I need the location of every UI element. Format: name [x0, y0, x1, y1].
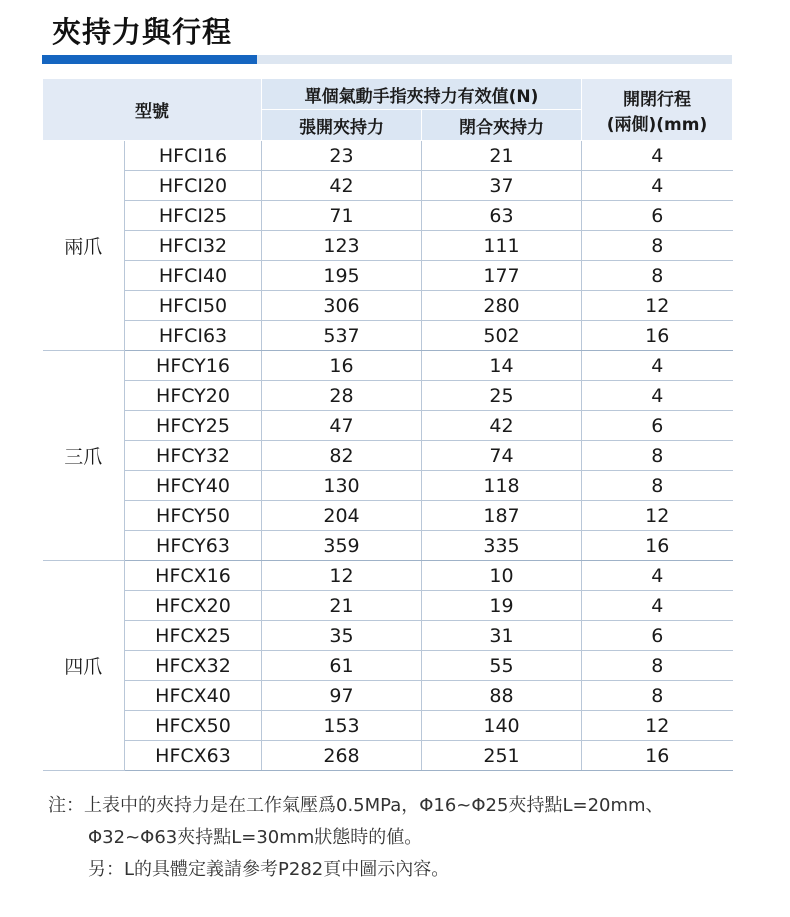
model-cell: HFCI32: [125, 231, 262, 261]
header-stroke-line2: (兩側)(mm): [606, 114, 708, 135]
stroke-cell: 8: [582, 471, 733, 501]
stroke-cell: 16: [582, 321, 733, 351]
close-force-cell: 88: [422, 681, 582, 711]
model-cell: HFCI25: [125, 201, 262, 231]
close-force-cell: 74: [422, 441, 582, 471]
title-underline-track: [257, 55, 732, 64]
close-force-cell: 19: [422, 591, 582, 621]
open-force-cell: 12: [262, 561, 422, 591]
table-row: [43, 261, 733, 291]
header-open-force: 張開夾持力: [262, 110, 422, 141]
open-force-cell: 268: [262, 741, 422, 771]
table-row: [43, 681, 733, 711]
close-force-cell: 25: [422, 381, 582, 411]
model-cell: HFCY32: [125, 441, 262, 471]
header-close-force: 閉合夾持力: [422, 110, 582, 141]
table-row: [43, 381, 733, 411]
close-force-cell: 42: [422, 411, 582, 441]
close-force-cell: 335: [422, 531, 582, 561]
stroke-cell: 4: [582, 381, 733, 411]
table-row: [43, 591, 733, 621]
close-force-cell: 37: [422, 171, 582, 201]
close-force-cell: 502: [422, 321, 582, 351]
model-cell: HFCI50: [125, 291, 262, 321]
model-cell: HFCY20: [125, 381, 262, 411]
header-force-group: 單個氣動手指夾持力有效值(N): [262, 79, 582, 110]
close-force-cell: 55: [422, 651, 582, 681]
title-underline-accent: [42, 55, 257, 64]
open-force-cell: 47: [262, 411, 422, 441]
stroke-cell: 8: [582, 681, 733, 711]
stroke-cell: 6: [582, 621, 733, 651]
model-cell: HFCI63: [125, 321, 262, 351]
table-row: [43, 201, 733, 231]
model-cell: HFCY16: [125, 351, 262, 381]
model-cell: HFCX63: [125, 741, 262, 771]
stroke-cell: 8: [582, 231, 733, 261]
stroke-cell: 12: [582, 711, 733, 741]
open-force-cell: 28: [262, 381, 422, 411]
table-row: [43, 291, 733, 321]
stroke-cell: 8: [582, 651, 733, 681]
stroke-cell: 8: [582, 441, 733, 471]
table-row: [43, 141, 733, 171]
stroke-cell: 8: [582, 261, 733, 291]
close-force-cell: 14: [422, 351, 582, 381]
stroke-cell: 16: [582, 531, 733, 561]
stroke-cell: 4: [582, 561, 733, 591]
jaw-group-label: 三爪: [43, 351, 125, 561]
table-row: [43, 351, 733, 381]
stroke-cell: 12: [582, 291, 733, 321]
table-row: [43, 741, 733, 771]
stroke-cell: 4: [582, 351, 733, 381]
model-cell: HFCX25: [125, 621, 262, 651]
model-cell: HFCY40: [125, 471, 262, 501]
model-cell: HFCX50: [125, 711, 262, 741]
table-row: [43, 711, 733, 741]
open-force-cell: 61: [262, 651, 422, 681]
open-force-cell: 42: [262, 171, 422, 201]
header-stroke-line1: 開閉行程: [623, 89, 691, 110]
model-cell: HFCY25: [125, 411, 262, 441]
open-force-cell: 35: [262, 621, 422, 651]
model-cell: HFCY50: [125, 501, 262, 531]
close-force-cell: 31: [422, 621, 582, 651]
header-stroke: [582, 79, 733, 141]
table-row: [43, 501, 733, 531]
open-force-cell: 71: [262, 201, 422, 231]
open-force-cell: 97: [262, 681, 422, 711]
table-row: [43, 561, 733, 591]
table-row: [43, 651, 733, 681]
model-cell: HFCI20: [125, 171, 262, 201]
open-force-cell: 153: [262, 711, 422, 741]
close-force-cell: 118: [422, 471, 582, 501]
close-force-cell: 10: [422, 561, 582, 591]
open-force-cell: 130: [262, 471, 422, 501]
table-row: [43, 471, 733, 501]
open-force-cell: 16: [262, 351, 422, 381]
open-force-cell: 195: [262, 261, 422, 291]
note-line-3: 另：L的具體定義請參考P282頁中圖示內容。: [88, 859, 450, 880]
close-force-cell: 21: [422, 141, 582, 171]
table-row: [43, 321, 733, 351]
model-cell: HFCX20: [125, 591, 262, 621]
stroke-cell: 4: [582, 171, 733, 201]
table-row: [43, 441, 733, 471]
stroke-cell: 6: [582, 201, 733, 231]
stroke-cell: 16: [582, 741, 733, 771]
stroke-cell: 6: [582, 411, 733, 441]
jaw-group-label: 四爪: [43, 561, 125, 771]
open-force-cell: 123: [262, 231, 422, 261]
close-force-cell: 177: [422, 261, 582, 291]
model-cell: HFCX32: [125, 651, 262, 681]
table-row: [43, 411, 733, 441]
table-row: [43, 231, 733, 261]
table-body: [43, 141, 733, 771]
open-force-cell: 21: [262, 591, 422, 621]
open-force-cell: 537: [262, 321, 422, 351]
jaw-group-label: 兩爪: [43, 141, 125, 351]
close-force-cell: 251: [422, 741, 582, 771]
grip-force-table: [42, 78, 733, 771]
close-force-cell: 111: [422, 231, 582, 261]
close-force-cell: 63: [422, 201, 582, 231]
open-force-cell: 23: [262, 141, 422, 171]
header-model: 型號: [43, 79, 262, 141]
stroke-cell: 4: [582, 141, 733, 171]
open-force-cell: 359: [262, 531, 422, 561]
close-force-cell: 140: [422, 711, 582, 741]
open-force-cell: 306: [262, 291, 422, 321]
close-force-cell: 280: [422, 291, 582, 321]
page-title: 夾持力與行程: [52, 15, 233, 49]
model-cell: HFCI40: [125, 261, 262, 291]
model-cell: HFCI16: [125, 141, 262, 171]
close-force-cell: 187: [422, 501, 582, 531]
model-cell: HFCY63: [125, 531, 262, 561]
model-cell: HFCX40: [125, 681, 262, 711]
open-force-cell: 82: [262, 441, 422, 471]
model-cell: HFCX16: [125, 561, 262, 591]
stroke-cell: 4: [582, 591, 733, 621]
table-row: [43, 621, 733, 651]
note-line-1: 注：上表中的夾持力是在工作氣壓爲0.5MPa，Φ16~Φ25夾持點L=20mm、: [48, 795, 664, 816]
open-force-cell: 204: [262, 501, 422, 531]
table-row: [43, 171, 733, 201]
stroke-cell: 12: [582, 501, 733, 531]
note-line-2: Φ32~Φ63夾持點L=30mm狀態時的値。: [88, 827, 423, 848]
footnotes: [48, 790, 664, 886]
table-row: [43, 531, 733, 561]
